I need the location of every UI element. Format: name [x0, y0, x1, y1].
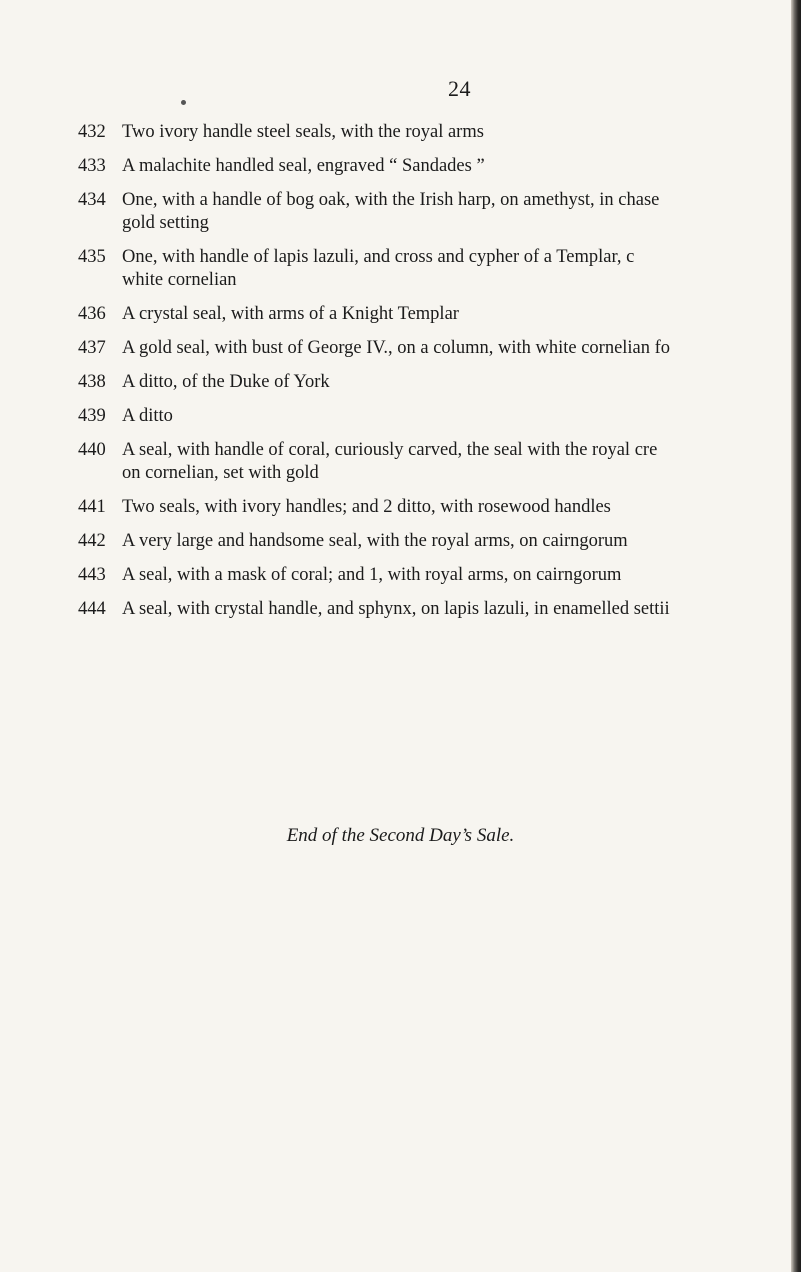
lot-entry: [78, 530, 801, 553]
lot-description-line: A malachite handled seal, engraved “ Sandades ”: [122, 156, 485, 176]
lot-entry: [78, 337, 801, 360]
lot-number: 432: [78, 122, 106, 142]
lot-description-line: white cornelian: [122, 270, 237, 290]
lot-entry: [78, 598, 801, 621]
page-number: 24: [448, 76, 471, 101]
lot-number: 439: [78, 406, 106, 426]
lot-entry: [78, 371, 801, 394]
lot-description-line: A crystal seal, with arms of a Knight Templar: [122, 304, 459, 324]
lot-number: 435: [78, 247, 106, 267]
lot-entry: [78, 155, 801, 178]
lot-description-line: A seal, with crystal handle, and sphynx, on lapis lazuli, in enamelled settii: [122, 599, 670, 619]
ink-speck: [181, 100, 186, 105]
lot-description-line: A ditto, of the Duke of York: [122, 372, 330, 392]
lot-description-line: One, with a handle of bog oak, with the Irish harp, on amethyst, in chase: [122, 190, 660, 210]
lot-description-line: A very large and handsome seal, with the royal arms, on cairngorum: [122, 531, 628, 551]
lot-entry: [78, 246, 801, 292]
lot-description-line: One, with handle of lapis lazuli, and cross and cypher of a Templar, c: [122, 247, 635, 267]
lot-entry: [78, 121, 801, 144]
lot-description-line: Two ivory handle steel seals, with the royal arms: [122, 122, 484, 142]
lot-description-line: on cornelian, set with gold: [122, 463, 319, 483]
lot-description-line: A seal, with a mask of coral; and 1, with royal arms, on cairngorum: [122, 565, 622, 585]
lot-entry: [78, 189, 801, 235]
lot-description-line: A gold seal, with bust of George IV., on a column, with white cornelian fo: [122, 338, 671, 358]
lot-number: 437: [78, 338, 106, 358]
lot-description-line: A ditto: [122, 406, 173, 426]
lot-number: 436: [78, 304, 106, 324]
lot-description-line: gold setting: [122, 213, 209, 233]
lot-description-line: Two seals, with ivory handles; and 2 ditto, with rosewood handles: [122, 497, 611, 517]
lot-number: 440: [78, 440, 106, 460]
lot-entry: [78, 496, 801, 519]
lot-entry: [78, 303, 801, 326]
lot-number: 438: [78, 372, 106, 392]
lot-number: 442: [78, 531, 106, 551]
lot-description-line: A seal, with handle of coral, curiously carved, the seal with the royal cre: [122, 440, 658, 460]
lot-entry: [78, 439, 801, 485]
lot-entry: [78, 405, 801, 428]
lot-number: 434: [78, 190, 106, 210]
lot-number: 433: [78, 156, 106, 176]
lot-list: [78, 110, 801, 621]
end-of-sale-note: End of the Second Day’s Sale.: [286, 825, 515, 846]
lot-number: 443: [78, 565, 106, 585]
lot-entry: [78, 564, 801, 587]
lot-number: 441: [78, 497, 106, 517]
lot-number: 444: [78, 599, 106, 619]
